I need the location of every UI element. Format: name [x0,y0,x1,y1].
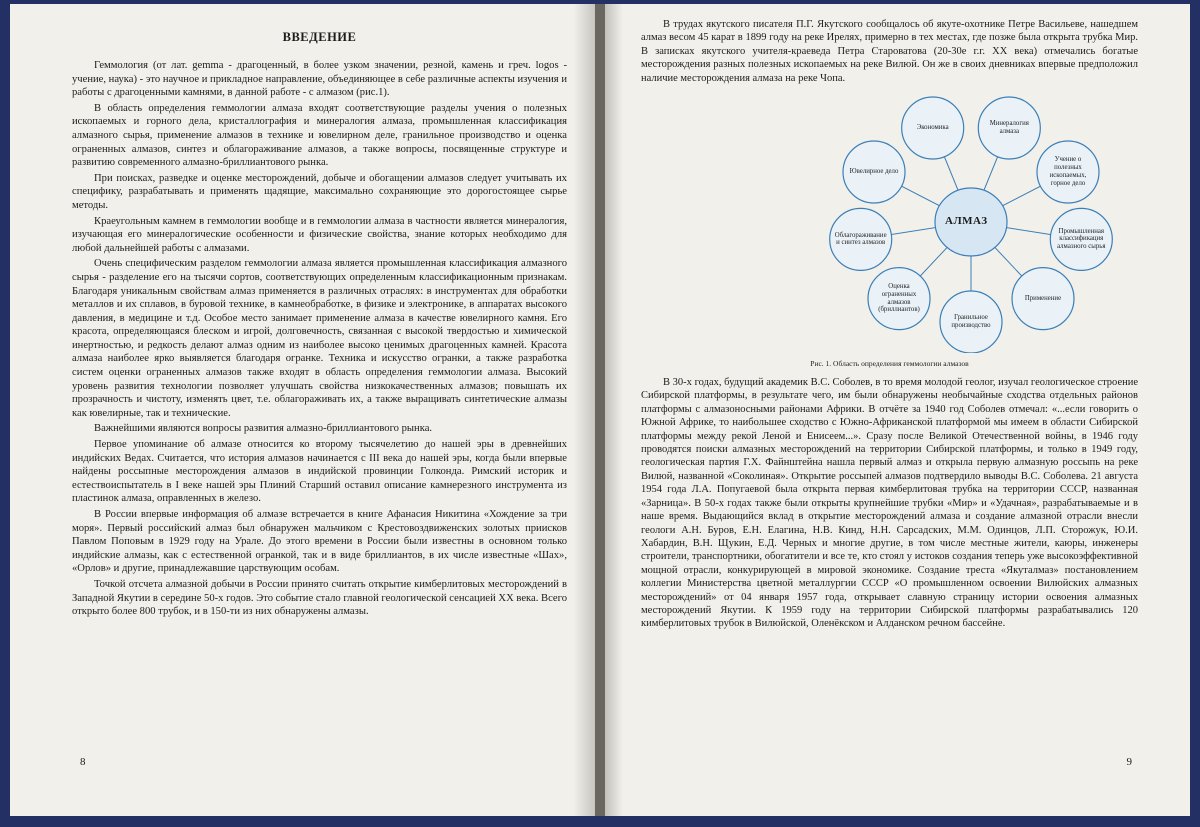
diagram-node-label: Промышленная классификация алмазного сырья [1057,227,1106,251]
left-page-body [72,59,567,619]
paragraph: При поисках, разведке и оценке месторождений, добыче и обогащении алмазов следует учитывать их специфику, разрабатывать и применять щадящие, максимально сохраняющие это дорогостоящее сырье методы. [72,172,567,211]
paragraph: Краеугольным камнем в геммологии вообще и в геммологии алмаза в частности является минералогия, изучающая его минералогические особенности и физические свойства, знание которых необходимо для любой дальнейшей работы с алмазами. [72,215,567,254]
diagram-node-label: Экономика [916,124,949,132]
diamond-gemology-diagram [821,91,1121,353]
diagram-node-label: Ювелирное дело [849,168,899,176]
diagram-node-label: Облагораживание и синтез алмазов [834,231,887,247]
paragraph: Очень специфическим разделом геммологии алмаза является промышленная классификация алмазного сырья - разделение его на тысячи сортов, соответствующих определенным классификационным признакам. Благодаря уникальным свойствам алмаз применяется в различных отраслях: в инструментах для обработки металлов и их сплавов, в буровой технике, в камнеобработке, в физике и электронике, в аппаратах высокого давления, в медицине и т.д. Особое место занимает применение алмаза в качестве ювелирного камня. Его красота, определяющаяся блеском и игрой, долговечность, связанная с высокой твердостью и химической инертностью, и редкость делают алмаз одним из наиболее высоко ценимых драгоценных камней. Красота алмаза наиболее ярко выявляется благодаря огранке. Техника и искусство огранки, а также разработка систем оценки ограненных алмазов также входят в область определения геммологии алмаза. Высокий уровень развития технологии позволяет улучшать свойства низкокачественных алмазов; повышать их прозрачность и чистоту, изменять цвет, т.е. облагораживать их, а также выращивать синтетические алмазы как ювелирные, так и технические. [72,258,567,419]
paragraph: Точкой отсчета алмазной добычи в России принято считать открытие кимберлитовых месторождений в Западной Якутии в середине 50-х годов. Это событие стало главной геологической сенсацией XX века. Всего открыто более 800 трубок, и в 150-ти из них обнаружены алмазы. [72,578,567,618]
figure-caption: Рис. 1. Область определения геммологии алмазов [810,359,969,369]
book-spread [10,4,1190,816]
diagram-node-label: Оценка ограненных алмазов (бриллиантов) [878,283,920,314]
right-page [605,4,1190,816]
center-label: АЛМАЗ [945,215,988,228]
diagram-node-label: Минералогия алмаза [989,120,1029,136]
paragraph: В область определения геммологии алмаза входят соответствующие разделы учения о полезных ископаемых и горного дела, кристаллография и минералогия алмаза, промышленная классификация алмазного сырья, применение алмазов в технике и ювелирном деле, гранильное производство и оценка ограненных алмазов, синтез и облагораживание алмазов, а также вопросы, посвященные структуре и развитию современного алмазно-бриллиантового рынка. [72,102,567,169]
book-gutter [595,4,605,816]
left-page [10,4,595,816]
paragraph: В 30-х годах, будущий академик В.С. Соболев, в то время молодой геолог, изучал геологическое строение Сибирской платформы, в результате чего, им были обнаружены необычайные сходства отдельных районов платформы с алмазоносными районами Африки. В отчёте за 1940 год Соболев отмечал: «...если говорить о Южной Африке, то наибольшее сходство с Южно-Африканской платформой мы имеем в области Сибирской платформы между рекой Леной и Енисеем...». Сразу после Великой Отечественной войны, в 1946 году проводятся поиски алмазных месторождений на территории Сибирской платформы, и только в 1949 году, геологическая партия Г.Х. Файнштейна нашла первый алмаз и открыла первую алмазную россыпь на реке Вилюй, названной «Соколиная». Открытие россыпей алмазов подтвердило выводы В.С. Соболева. 21 августа 1954 года Л.А. Попугаевой была открыта первая кимберлитовая трубка на территории СССР, названная «Зарница». В 50-х годах также были открыты крупнейшие трубки «Мир» и «Удачная», разрабатываемые и в наше время. Выдающийся вклад в открытие месторождений алмаза и создание алмазной отрасли внесли геологи А.Н. Буров, Е.Н. Елагина, Н.В. Кинд, Н.Н. Сарсадских, М.М. Одинцов, Л.П. Сторожук, Ю.И. Хабардин, В.Н. Щукин, Е.Д. Черных и многие другие, в том числе местные жители, каюры, инженеры строители, транспортники, обогатители и все те, кто стоял у истоков создания теперь уже высокоэффективной мощной отрасли, конкурирующей в мировой экономике. Создание треста «Якуталмаз» постановлением коллегии Министерства цветной металлургии СССР «О промышленном освоении Вилюйских алмазных месторождений» от 04 января 1957 года, открывает славную страницу истории освоения алмазных месторождений Якутии. К 1959 году на территории Сибирской платформы разрабатывались 120 кимберлитовых трубок в Вилюйской, Оленёкском и Алданском речном бассейне. [641,377,1138,630]
diagram-node-label: Учение о полезных ископаемых, горное дело [1049,156,1087,187]
page-number: 9 [1126,756,1132,768]
paragraph: В России впервые информация об алмазе встречается в книге Афанасия Никитина «Хождение за три моря». Первый российский алмаз был обнаружен мальчиком с Крестовоздвиженских золотых приисков Павлом Поповым в 1929 году на Урале. До этого времени в России были известны в основном только индийские алмазы, как с естественной огранкой, так и в виде бриллиантов, в их числе известные «Шах», «Орлов» и другие, принадлежавшие царствующим особам. [72,509,567,575]
paragraph: Геммология (от лат. gemma - драгоценный, в более узком значении, резной, камень и греч. logos - учение, наука) - это научное и прикладное направление, объединяющее в себе различные аспекты изучения и работы с драгоценными камнями, в данной работе - с алмазом (рис.1). [72,60,567,99]
diagram-node-label: Применение [1024,294,1062,302]
diagram-node-label: Гранильное производство [951,314,991,330]
paragraph: Важнейшими являются вопросы развития алмазно-бриллиантового рынка. [94,423,433,435]
page-heading: ВВЕДЕНИЕ [282,30,357,44]
page-number: 8 [80,756,86,768]
paragraph: Первое упоминание об алмазе относится ко второму тысячелетию до нашей эры в древнейших индийских Ведах. Считается, что история алмазов начинается с III века до нашей эры, когда были впервые найдены россыпные месторождения алмазов в индийской провинции Голконда. Римский историк и естествоиспытатель в I веке нашей эры Плиний Старший оставил описание камнерезного инструмента из пластинок алмаза, оправленных в железо. [72,439,567,505]
paragraph: В трудах якутского писателя П.Г. Якутского сообщалось об якуте-охотнике Петре Васильеве, нашедшем алмаз весом 45 карат в 1899 году на реке Ирелях, примерно в тех местах, где позже была открыта трубка Мир. В записках якутского учителя-краеведа Петра Староватова (20-30е г.г. XX века) отмечались богатые месторождения разных полезных ископаемых на реке Вилюй. Он же в своих дневниках впервые предположил наличие месторождения алмаза на реке Чопа. [641,19,1138,84]
